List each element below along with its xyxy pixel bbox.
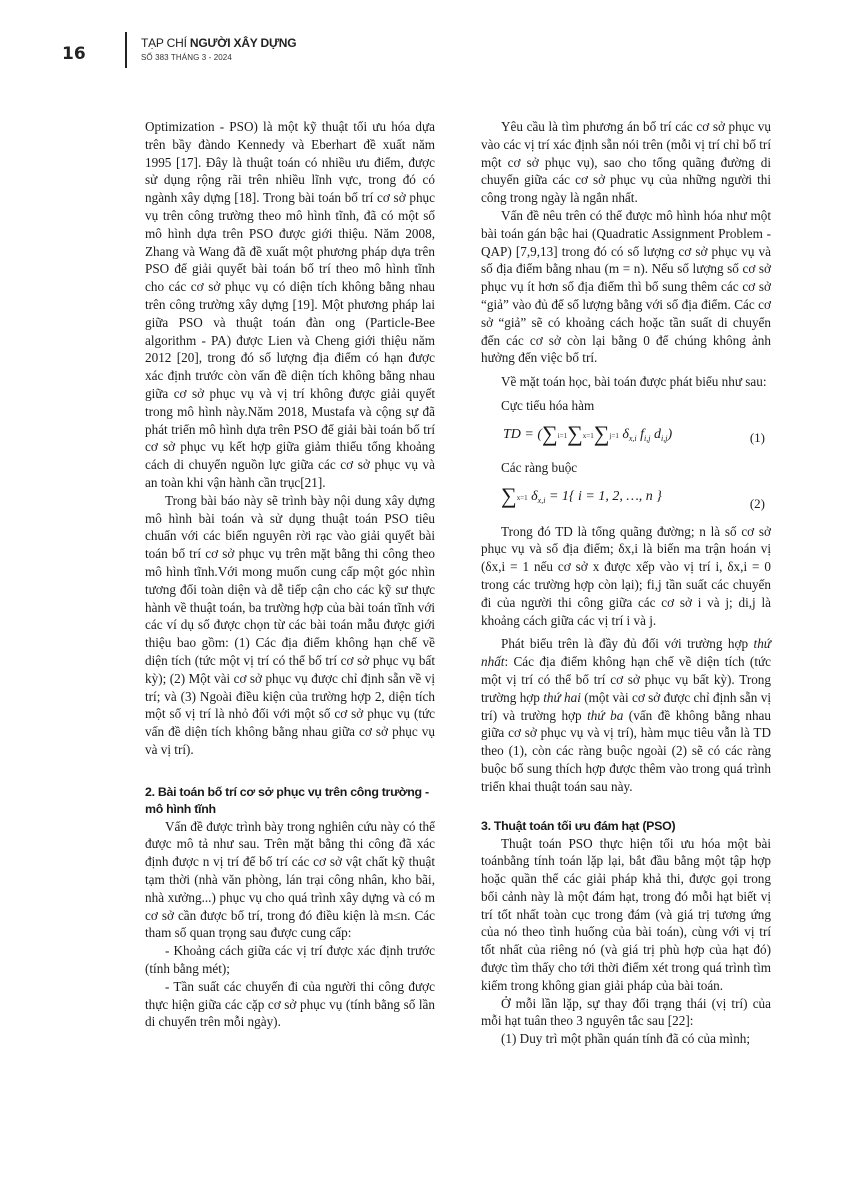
equation-body: ∑x=1 $\delta_{x,i} = 1${ i = 1, 2, …, n } [501,482,662,508]
equation-body: TD = (∑i=1∑x=1∑j=1 $\delta_{x,i}$ $f_{i,j}$ $d_{i,j}$) [503,420,673,446]
journal-prefix: TẠP CHÍ [141,36,187,50]
equation-objective [481,415,771,459]
list-item: (1) Duy trì một phần quán tính đã có của mình; [501,1031,751,1047]
paragraph: Vấn đề nêu trên có thể được mô hình hóa như một bài toán gán bậc hai (Quadratic Assignment Problem - QAP) [7,9,13] trong đó có số lượng cơ sở phục vụ và số địa điểm bằng nhau (m = n). Nếu số lượng số cơ sở phục vụ ít hơn số địa điểm thì bổ sung thêm các cơ sở “giả” vào đủ để số lượng bằng với số địa điểm. Các cơ sở “giả” sẽ có khoảng cách hoặc tần suất di chuyển đến các cơ sở còn lại bằng 0 để chúng không ảnh hưởng đến việc bố trí. [481,207,771,366]
section-heading: 3. Thuật toán tối ưu đám hạt (PSO) [481,818,676,833]
paragraph: Trong đó TD là tổng quãng đường; n là số cơ sở phục vụ và số địa điểm; δx,i là biến ma trận hoán vị (δx,i = 1 nếu cơ sở x được xếp vào vị trí i, δx,i = 0 trong các trường hợp còn lại); fi,j tần suất các chuyến đi của người thi công giữa các cơ sở i và j; di,j là khoảng cách giữa các vị trí i và j. [481,523,771,628]
equation-number: (2) [749,495,765,511]
page-number: 16 [62,44,86,64]
equation-constraint [481,477,771,523]
paragraph: Optimization - PSO) là một kỹ thuật tối ưu hóa dựa trên bầy đàndo Kennedy và Eberhart đề xuất năm 1995 [17]. Đây là thuật toán có nhiều ưu điểm, được sử dụng rộng rãi trên nhiều lĩnh vực, trong đó có ngành xây dựng [18]. Trong bài toán bố trí cơ sở phục vụ trên công trường theo mô hình tĩnh, đã có một số mô hình dựa trên PSO được giới thiệu. Năm 2008, Zhang và Wang đã đề xuất một phương pháp dựa trên PSO để giải quyết bài toán bố trí theo mô hình tĩnh cho các cơ sở phục vụ có diện tích không bằng nhau trên công trường xây dựng [19]. Một phương pháp lai giữa PSO và thuật toán đàn ong (Particle-Bee algorithm - PA) được Lien và Cheng giới thiệu năm 2012 [20], trong đó số lượng địa điểm có hạn được xác định trước còn vấn đề diện tích không bằng nhau giữa cơ sở phục vụ và vị trí không được giải quyết trong mô hình này.Năm 2018, Mustafa và cộng sự đã phát triển mô hình dựa trên PSO để giải bài toán bố trí cơ sở phục vụ kết hợp giữa giảm thiểu tổng khoảng cách di chuyển nguồn lực giữa các cơ sở phục vụ và an toàn khi vận hành cần trục[21]. [145,119,435,490]
paragraph: Phát biểu trên là đầy đủ đối với trường hợp thứ nhất: Các địa điểm không hạn chế về diện tích (tức một vị trí có thể bố trí cơ sở phục vụ bất kỳ). Trong trường hợp thứ hai (một vài cơ sở được chỉ định sẵn vị trí) và trường hợp thứ ba (vấn đề không bằng nhau giữa cơ sở phục vụ và vị trí), hàm mục tiêu vẫn là TD theo (1), còn các ràng buộc ngoài (2) sẽ có các ràng buộc bổ sung thích hợp được thêm vào trong quá trình triển khai thuật toán sau này. [481,636,771,794]
section-heading: 2. Bài toán bố trí cơ sở phục vụ trên công trường - mô hình tĩnh [145,784,429,816]
right-column [481,118,771,1048]
page-header [0,0,854,80]
paragraph: Vấn đề được trình bày trong nghiên cứu này có thể được mô tả như sau. Trên mặt bằng thi công đã xác định được n vị trí để bố trí các cơ sở vật chất kỹ thuật tạm thời (nhà văn phòng, lán trại công nhân, kho bãi, nhà xưởng...) phục vụ cho quá trình xây dựng và có m cơ sở cần được bố trí, trong đó điều kiện là m≤n. Các tham số quan trọng sau được cung cấp: [145,818,435,941]
paragraph: Về mặt toán học, bài toán được phát biểu như sau: [501,374,767,390]
paragraph: Các ràng buộc [501,459,578,475]
journal-title [141,36,296,50]
paragraph: Trong bài báo này sẽ trình bày nội dung xây dựng mô hình bài toán và sử dụng thuật toán PSO tiêu chuẩn với các biến nguyên rời rạc vào giải quyết bài toán bố trí cơ sở phục vụ trên mặt bằng thi công theo mô hình tĩnh.Với mong muốn cung cấp một góc nhìn tương đối toàn diện và dễ tiếp cận cho các kỹ sư thực hành về thuật toán, ba trường hợp của bài toán tĩnh với các ví dụ số được chọn từ các bài toán mẫu được giới thiệu bao gồm: (1) Các địa điểm không hạn chế về diện tích (tức một vị trí có thể bố trí cơ sở phục vụ bất kỳ); (2) Một vài cơ sở phục vụ được chỉ định sẵn về vị trí; và (3) Ngoài điều kiện của trường hợp 2, diện tích một số vị trí là nhỏ đối với một số cơ sở phục vụ (tức vấn đề diện tích không bằng nhau giữa cơ sở phục vụ và vị trí). [145,492,435,757]
paragraph: Ở mỗi lần lặp, sự thay đổi trạng thái (vị trí) của mỗi hạt tuân theo 3 nguyên tắc sau [22]: [481,995,771,1029]
paragraph: Thuật toán PSO thực hiện tối ưu hóa một bài toánbằng tính toán lặp lại, bắt đầu bằng một tập hợp hoặc quần thể các giải pháp khả thi, được gọi trong bối cảnh này là một đám hạt, trong đó mỗi hạt biết vị trí tốt nhất toàn cục trong đám (và giá trị tương ứng của nó theo tình huống của bài toán), cùng với vị trí tốt nhất của riêng nó (và giá trị phù hợp của hạt đó) được tìm thấy cho tới thời điểm xét trong quá trình tìm kiếm trong không gian giải pháp của bài toán. [481,835,771,993]
equation-number: (1) [749,429,765,445]
journal-name: NGƯỜI XÂY DỰNG [189,36,297,50]
left-column [145,118,435,1031]
issue-info: SỐ 383 THÁNG 3 - 2024 [141,53,232,62]
paragraph: Cực tiểu hóa hàm [501,397,595,413]
list-item: - Tần suất các chuyến đi của người thi công được thực hiện giữa các cặp cơ sở phục vụ (tính bằng số lần di chuyển trên mỗi ngày). [145,978,435,1030]
paragraph: Yêu cầu là tìm phương án bố trí các cơ sở phục vụ vào các vị trí xác định sẵn nói trên (mỗi vị trí chỉ bố trí một cơ sở phục vụ), sao cho tổng quãng đường di chuyển giữa các cơ sở phục vụ của những người thi công trong ngày là ngắn nhất. [481,119,771,206]
list-item: - Khoảng cách giữa các vị trí được xác định trước (tính bằng mét); [145,943,435,977]
header-divider [125,32,127,68]
